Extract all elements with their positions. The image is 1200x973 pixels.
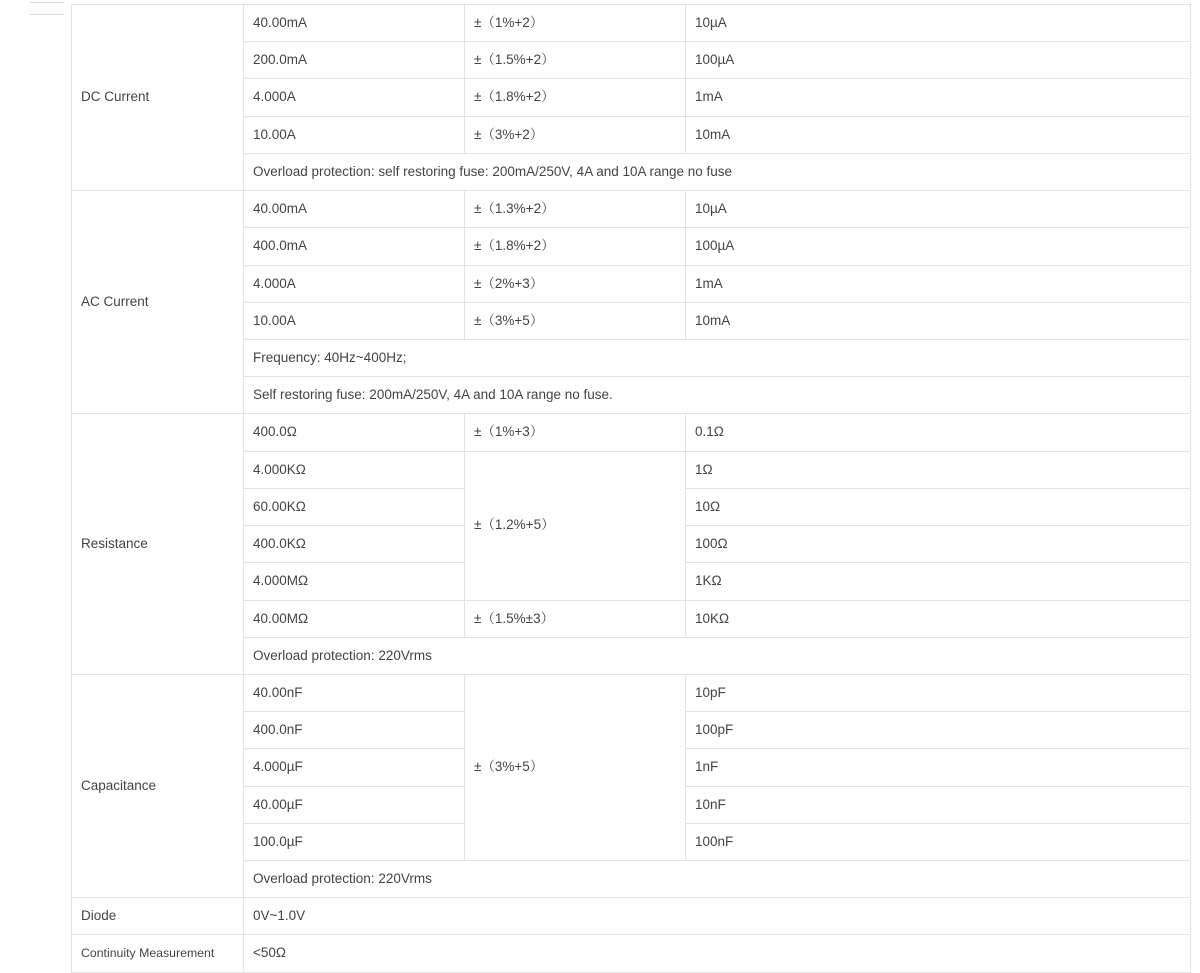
accuracy-cell: ±（2%+3） — [465, 265, 686, 302]
section-label-diode: Diode — [72, 898, 244, 935]
accuracy-cell: ±（3%+5） — [465, 302, 686, 339]
table-row — [72, 935, 1191, 972]
range-cell: 10.00A — [244, 116, 465, 153]
table-row — [72, 898, 1191, 935]
table-row — [72, 674, 1191, 711]
accuracy-cell: ±（1.5%+2） — [465, 42, 686, 79]
range-cell: 40.00mA — [244, 5, 465, 42]
range-cell: 40.00MΩ — [244, 600, 465, 637]
section-note: Overload protection: 220Vrms — [244, 637, 1191, 674]
range-cell: 400.0KΩ — [244, 526, 465, 563]
section-note: Overload protection: 220Vrms — [244, 861, 1191, 898]
resolution-cell: 10µA — [686, 5, 1191, 42]
section-label-continuity-measurement: Continuity Measurement — [72, 935, 244, 972]
section-label-capacitance: Capacitance — [72, 674, 244, 897]
section-label-dc-current: DC Current — [72, 5, 244, 191]
table-row — [72, 5, 1191, 42]
resolution-cell: 100µA — [686, 42, 1191, 79]
resolution-cell: 1mA — [686, 265, 1191, 302]
accuracy-cell: ±（1.3%+2） — [465, 191, 686, 228]
range-cell: 400.0mA — [244, 228, 465, 265]
table-row — [72, 191, 1191, 228]
diode-value: 0V~1.0V — [244, 898, 1191, 935]
section-label-resistance: Resistance — [72, 414, 244, 675]
accuracy-cell: ±（1.2%+5） — [465, 451, 686, 600]
resolution-cell: 10mA — [686, 116, 1191, 153]
section-label-ac-current: AC Current — [72, 191, 244, 414]
resolution-cell: 10KΩ — [686, 600, 1191, 637]
range-cell: 40.00mA — [244, 191, 465, 228]
resolution-cell: 10pF — [686, 674, 1191, 711]
range-cell: 4.000KΩ — [244, 451, 465, 488]
continuity-value: <50Ω — [244, 935, 1191, 972]
specification-table — [71, 4, 1191, 973]
resolution-cell: 10nF — [686, 786, 1191, 823]
resolution-cell: 100pF — [686, 712, 1191, 749]
section-note: Overload protection: self restoring fuse: 200mA/250V, 4A and 10A range no fuse — [244, 153, 1191, 190]
accuracy-cell: ±（1.8%+2） — [465, 79, 686, 116]
resolution-cell: 10µA — [686, 191, 1191, 228]
table-row — [72, 414, 1191, 451]
accuracy-cell: ±（1.8%+2） — [465, 228, 686, 265]
section-note: Self restoring fuse: 200mA/250V, 4A and 10A range no fuse. — [244, 377, 1191, 414]
accuracy-cell: ±（1%+3） — [465, 414, 686, 451]
range-cell: 60.00KΩ — [244, 488, 465, 525]
resolution-cell: 1mA — [686, 79, 1191, 116]
resolution-cell: 0.1Ω — [686, 414, 1191, 451]
range-cell: 400.0nF — [244, 712, 465, 749]
range-cell: 100.0µF — [244, 823, 465, 860]
range-cell: 4.000µF — [244, 749, 465, 786]
resolution-cell: 1Ω — [686, 451, 1191, 488]
resolution-cell: 10Ω — [686, 488, 1191, 525]
top-rule-fragment-lower — [30, 14, 64, 15]
range-cell: 10.00A — [244, 302, 465, 339]
range-cell: 200.0mA — [244, 42, 465, 79]
resolution-cell: 100nF — [686, 823, 1191, 860]
accuracy-cell: ±（3%+5） — [465, 674, 686, 860]
accuracy-cell: ±（1.5%±3） — [465, 600, 686, 637]
range-cell: 40.00µF — [244, 786, 465, 823]
range-cell: 4.000MΩ — [244, 563, 465, 600]
range-cell: 4.000A — [244, 265, 465, 302]
top-rule-fragment-upper — [30, 2, 64, 3]
resolution-cell: 100µA — [686, 228, 1191, 265]
resolution-cell: 1KΩ — [686, 563, 1191, 600]
accuracy-cell: ±（1%+2） — [465, 5, 686, 42]
resolution-cell: 100Ω — [686, 526, 1191, 563]
range-cell: 4.000A — [244, 79, 465, 116]
resolution-cell: 1nF — [686, 749, 1191, 786]
resolution-cell: 10mA — [686, 302, 1191, 339]
section-note: Frequency: 40Hz~400Hz; — [244, 339, 1191, 376]
range-cell: 400.0Ω — [244, 414, 465, 451]
range-cell: 40.00nF — [244, 674, 465, 711]
accuracy-cell: ±（3%+2） — [465, 116, 686, 153]
